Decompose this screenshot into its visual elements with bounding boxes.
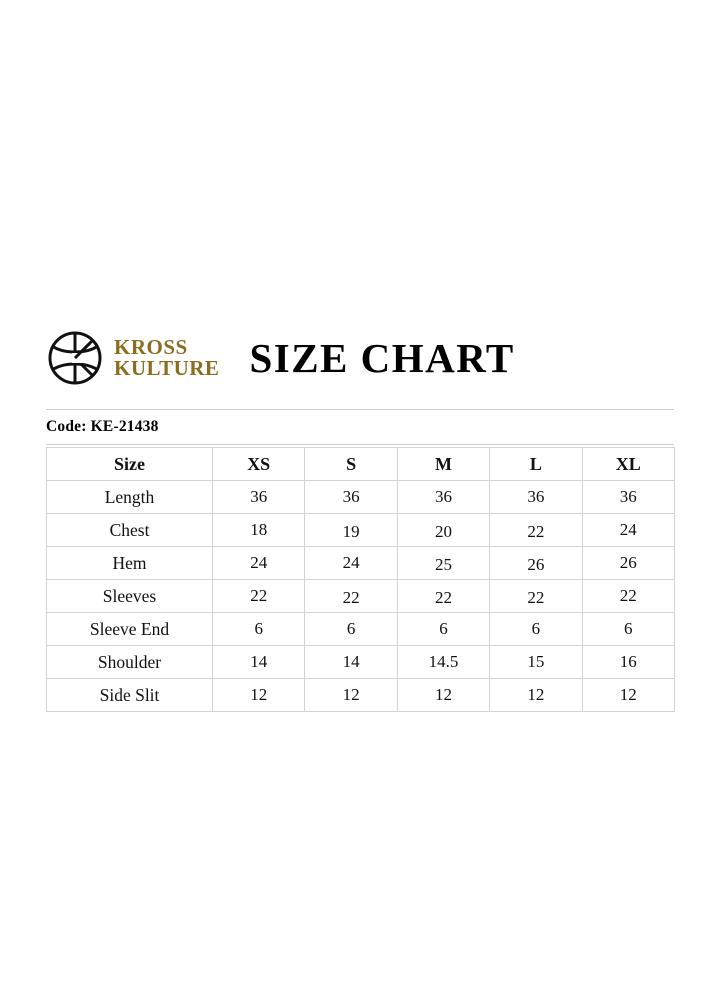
cell-value: 14.5 xyxy=(397,646,489,679)
cell-value: 22 xyxy=(490,516,582,549)
table-row xyxy=(47,547,675,580)
column-header-xl: XL xyxy=(582,448,674,481)
row-label: Sleeve End xyxy=(47,613,213,646)
cell-value: 20 xyxy=(397,516,489,549)
cell-value: 22 xyxy=(582,580,674,613)
cell-value: 24 xyxy=(582,514,674,547)
cell-value: 12 xyxy=(490,679,582,712)
column-header-m: M xyxy=(397,448,489,481)
cell-value: 22 xyxy=(397,582,489,615)
row-label: Sleeves xyxy=(47,580,213,613)
cell-value: 6 xyxy=(397,613,489,646)
cell-value: 36 xyxy=(582,481,674,514)
cell-value: 36 xyxy=(213,481,305,514)
product-code: Code: KE-21438 xyxy=(46,418,159,435)
brand-name-line-2: KULTURE xyxy=(114,356,220,380)
cell-value: 12 xyxy=(213,679,305,712)
row-label: Side Slit xyxy=(47,679,213,712)
cell-value: 6 xyxy=(490,613,582,646)
cell-value: 18 xyxy=(213,514,305,547)
row-label: Hem xyxy=(47,547,213,580)
cell-value: 24 xyxy=(305,547,397,580)
column-header-xs: XS xyxy=(213,448,305,481)
cell-value: 12 xyxy=(397,679,489,712)
cell-value: 22 xyxy=(213,580,305,613)
cell-value: 36 xyxy=(397,481,489,514)
cell-value: 6 xyxy=(582,613,674,646)
kross-kulture-monogram-icon xyxy=(46,329,104,387)
column-header-s: S xyxy=(305,448,397,481)
cell-value: 16 xyxy=(582,646,674,679)
brand-wordmark xyxy=(114,334,220,380)
cell-value: 22 xyxy=(305,582,397,615)
cell-value: 36 xyxy=(305,481,397,514)
cell-value: 25 xyxy=(397,549,489,582)
document-header xyxy=(46,322,674,394)
cell-value: 6 xyxy=(213,613,305,646)
cell-value: 12 xyxy=(305,679,397,712)
row-label: Chest xyxy=(47,514,213,547)
row-label: Shoulder xyxy=(47,646,213,679)
table-row xyxy=(47,481,675,514)
column-header-l: L xyxy=(490,448,582,481)
table-row xyxy=(47,514,675,547)
cell-value: 26 xyxy=(490,549,582,582)
table-row xyxy=(47,580,675,613)
divider-top xyxy=(46,409,674,410)
cell-value: 14 xyxy=(305,646,397,679)
divider-bottom xyxy=(46,444,674,445)
cell-value: 22 xyxy=(490,582,582,615)
cell-value: 26 xyxy=(582,547,674,580)
cell-value: 15 xyxy=(490,646,582,679)
cell-value: 12 xyxy=(582,679,674,712)
table-header-row xyxy=(47,448,675,481)
cell-value: 24 xyxy=(213,547,305,580)
column-header-size: Size xyxy=(47,448,213,481)
table-row xyxy=(47,679,675,712)
cell-value: 36 xyxy=(490,481,582,514)
page-title: SIZE CHART xyxy=(249,335,515,381)
cell-value: 6 xyxy=(305,613,397,646)
brand-name-line-1: KROSS xyxy=(114,334,188,359)
row-label: Length xyxy=(47,481,213,514)
cell-value: 14 xyxy=(213,646,305,679)
cell-value: 19 xyxy=(305,516,397,549)
table-row xyxy=(47,613,675,646)
size-measurements-table xyxy=(46,447,675,712)
brand-lockup xyxy=(46,329,219,387)
table-row xyxy=(47,646,675,679)
